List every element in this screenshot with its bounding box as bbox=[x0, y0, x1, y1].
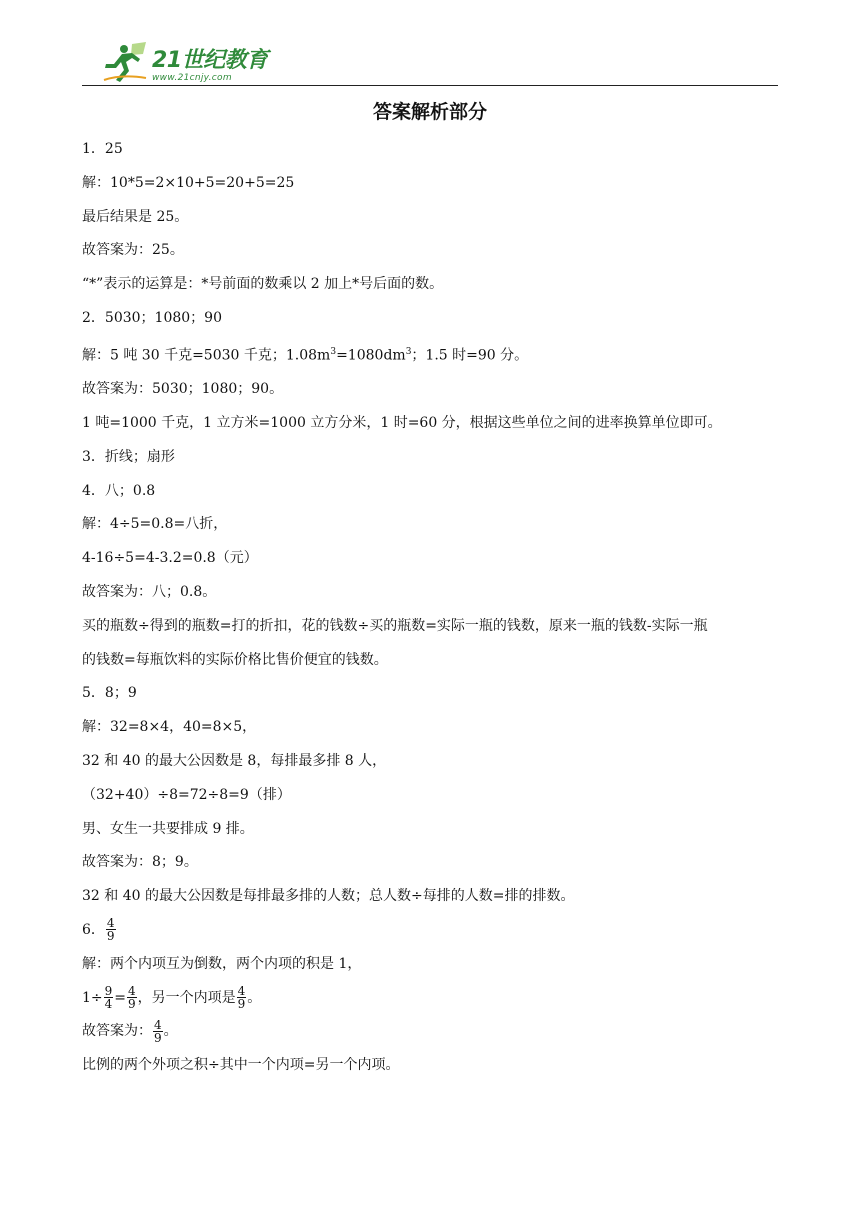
answer-5-line: 男、女生一共要排成 9 排。 bbox=[82, 820, 254, 837]
answer-1-line: 故答案为：25。 bbox=[82, 242, 184, 259]
fraction bbox=[104, 985, 114, 1010]
answer-5-line: 解：32=8×4，40=8×5， bbox=[82, 719, 257, 736]
text-run: 。 bbox=[247, 989, 262, 1006]
text-run: 。 bbox=[163, 1023, 178, 1040]
answer-6-line bbox=[82, 1015, 782, 1049]
answer-2-line: 故答案为：5030；1080；90。 bbox=[82, 381, 284, 398]
answer-4-line: 买的瓶数÷得到的瓶数=打的折扣，花的钱数÷买的瓶数=实际一瓶的钱数，原来一瓶的钱数-实际一瓶 bbox=[82, 617, 708, 634]
fraction-numerator: 4 bbox=[154, 1017, 162, 1032]
answer-5-line: 故答案为：8；9。 bbox=[82, 854, 198, 871]
text-run: ；1.5 时=90 分。 bbox=[411, 347, 529, 364]
answer-2-heading: 2．5030；1080；90 bbox=[82, 309, 222, 326]
fraction-numerator: 4 bbox=[128, 984, 136, 999]
logo-url: www.21cnjy.com bbox=[152, 73, 232, 83]
runner-logo-icon bbox=[102, 40, 148, 84]
fraction bbox=[237, 985, 247, 1010]
text-run: ，另一个内项是 bbox=[137, 989, 236, 1006]
answer-2-line bbox=[82, 336, 782, 373]
answer-2-line: 1 吨=1000 千克，1 立方米=1000 立方分米，1 时=60 分，根据这些单位之间的进率换算单位即可。 bbox=[82, 415, 722, 432]
fraction-numerator: 9 bbox=[104, 984, 113, 999]
fraction-denominator: 9 bbox=[237, 997, 246, 1012]
answer-1-line: 最后结果是 25。 bbox=[82, 208, 189, 225]
superscript: 3 bbox=[330, 346, 337, 357]
answer-5-heading: 5．8；9 bbox=[82, 685, 137, 702]
answer-4-line: 解：4÷5=0.8=八折， bbox=[82, 516, 228, 533]
fraction bbox=[127, 985, 137, 1010]
logo bbox=[102, 40, 268, 84]
answer-6-line bbox=[82, 982, 782, 1016]
answer-4-line: 故答案为：八；0.8。 bbox=[82, 584, 217, 601]
answer-3-heading: 3．折线；扇形 bbox=[82, 448, 175, 465]
text-run: =1080dm bbox=[336, 347, 406, 364]
text-run: = bbox=[114, 989, 127, 1006]
answer-4-line: 的钱数=每瓶饮料的实际价格比售价便宜的钱数。 bbox=[82, 651, 388, 668]
fraction bbox=[106, 917, 116, 942]
answer-1-line: “*”表示的运算是：*号前面的数乘以 2 加上*号后面的数。 bbox=[82, 276, 444, 293]
text-run: 故答案为： bbox=[82, 1023, 152, 1040]
page-header bbox=[82, 36, 778, 88]
logo-text: 21世纪教育 bbox=[152, 48, 268, 73]
answer-1-line: 解：10*5=2×10+5=20+5=25 bbox=[82, 174, 295, 191]
answer-6-heading bbox=[82, 914, 782, 948]
answer-4-heading: 4．八；0.8 bbox=[82, 482, 156, 499]
answer-5-line: 32 和 40 的最大公因数是每排最多排的人数；总人数÷每排的人数=排的排数。 bbox=[82, 888, 575, 905]
text-run: 解：5 吨 30 千克=5030 千克；1.08m bbox=[82, 347, 331, 364]
answer-1-heading: 1．25 bbox=[82, 141, 123, 157]
answer-5-line: （32+40）÷8=72÷8=9（排） bbox=[82, 786, 291, 803]
fraction-denominator: 9 bbox=[154, 1030, 162, 1045]
fraction-denominator: 4 bbox=[104, 997, 113, 1012]
text-run: 1÷ bbox=[82, 989, 103, 1006]
fraction-numerator: 4 bbox=[237, 984, 246, 999]
answer-4-line: 4-16÷5=4-3.2=0.8（元） bbox=[82, 550, 258, 567]
answer-content bbox=[82, 133, 782, 1083]
answer-5-line: 32 和 40 的最大公因数是 8，每排最多排 8 人， bbox=[82, 753, 387, 769]
answer-6-line: 解：两个内项互为倒数，两个内项的积是 1， bbox=[82, 955, 362, 972]
superscript: 3 bbox=[405, 346, 412, 357]
fraction bbox=[153, 1019, 163, 1044]
header-divider bbox=[82, 85, 778, 86]
fraction-denominator: 9 bbox=[106, 929, 115, 944]
page-title: 答案解析部分 bbox=[372, 101, 487, 123]
fraction-numerator: 4 bbox=[106, 916, 115, 931]
answer-6-line: 比例的两个外项之积÷其中一个内项=另一个内项。 bbox=[82, 1057, 400, 1074]
fraction-denominator: 9 bbox=[128, 997, 136, 1012]
text-run: 6． bbox=[82, 921, 105, 938]
